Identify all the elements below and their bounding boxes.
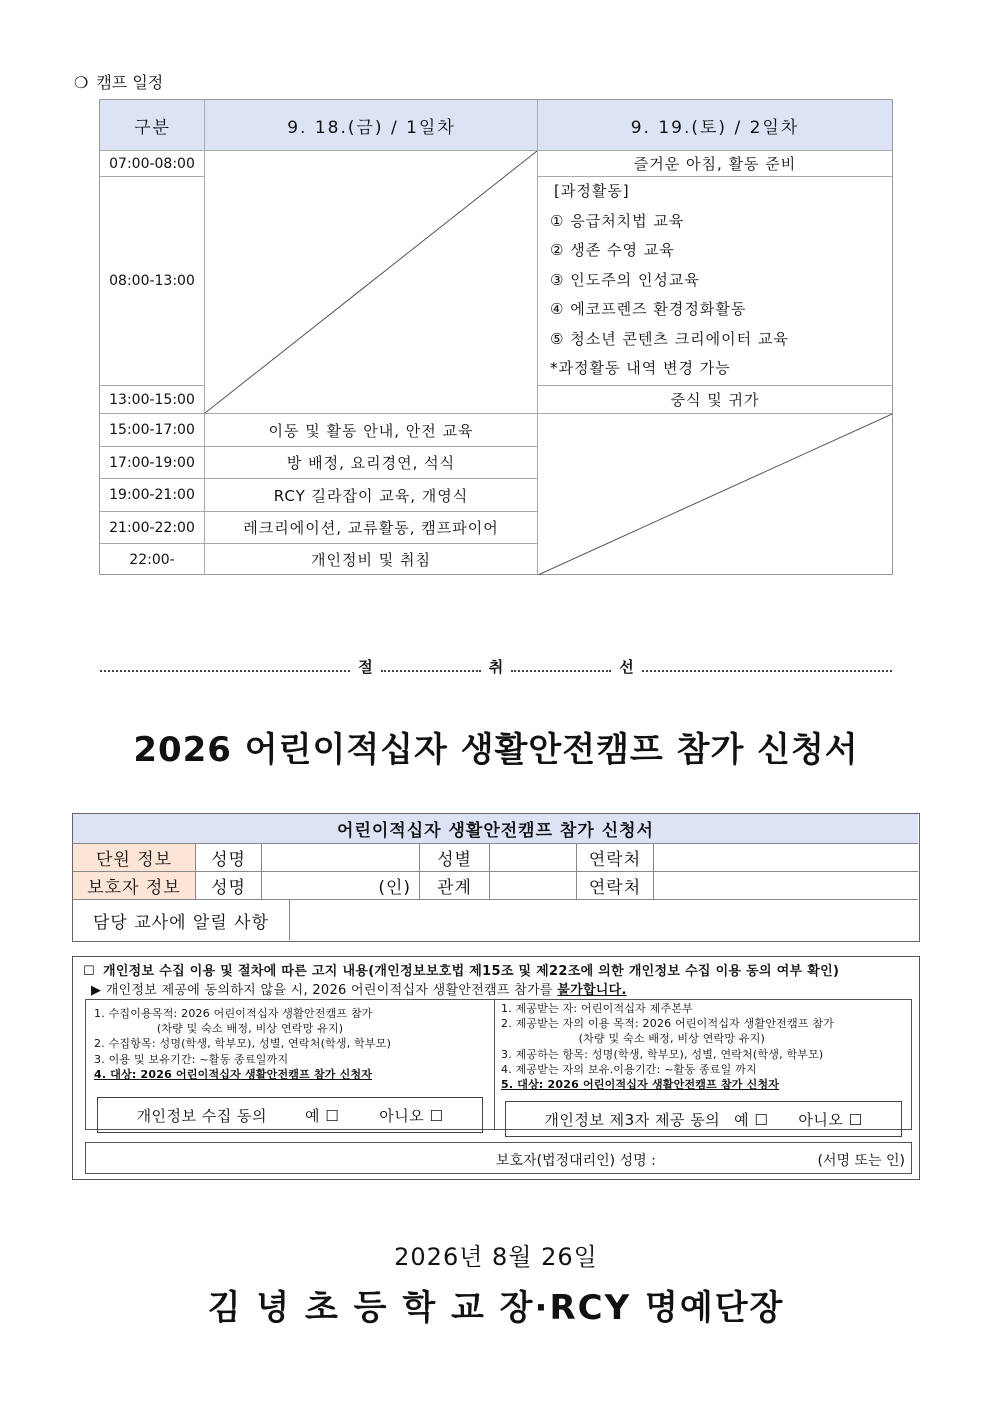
activity-item: ③ 인도주의 인성교육 <box>550 270 700 289</box>
schedule-heading <box>74 70 163 93</box>
third-party-no-checkbox[interactable]: 아니오 ☐ <box>798 1110 863 1129</box>
header-category: 구분 <box>100 100 205 150</box>
collect-item: 4. 대상: 2026 어린이적십자 생활안전캠프 참가 신청자 <box>94 1067 373 1081</box>
activity-item: ① 응급처치법 교육 <box>550 211 685 230</box>
activity-item: ⑤ 청소년 콘텐츠 크리에이터 교육 <box>550 329 789 348</box>
third-party-consent-box <box>505 1101 902 1137</box>
guardian-contact-field[interactable] <box>654 872 918 899</box>
collect-yes-checkbox[interactable]: 예 ☐ <box>305 1106 340 1125</box>
third-party-item: 2. 제공받는 자의 이용 목적: 2026 어린이적십자 생활안전캠프 참가 <box>501 1017 834 1031</box>
member-name-label: 성명 <box>211 850 246 870</box>
signature-hint: (서명 또는 인) <box>817 1153 905 1169</box>
privacy-warning-text: ▶ 개인정보 제공에 동의하지 않을 시, 2026 어린이적십자 생활안전캠프 참가를 <box>91 983 558 998</box>
collect-consent-box <box>97 1097 483 1133</box>
time-0800: 08:00-13:00 <box>109 273 195 289</box>
privacy-notice-box <box>72 956 920 1180</box>
guardian-relation-field[interactable] <box>490 872 576 899</box>
guardian-signature-label: 보호자(법정대리인) 성명 : <box>496 1153 656 1169</box>
circle-bullet-icon: ❍ <box>74 73 89 92</box>
time-0700: 07:00-08:00 <box>109 155 195 172</box>
third-party-yes-checkbox[interactable]: 예 ☐ <box>734 1110 769 1129</box>
third-party-details <box>501 1001 834 1092</box>
third-party-item: 5. 대상: 2026 어린이적십자 생활안전캠프 참가 신청자 <box>501 1078 780 1092</box>
day1-activity: 방 배정, 요리경연, 석식 <box>286 454 456 472</box>
cutline-word: 선 <box>619 658 634 676</box>
day1-activity: RCY 길라잡이 교육, 개영식 <box>273 486 469 505</box>
cutline-word: 취 <box>488 658 504 676</box>
day1-activity: 이동 및 활동 안내, 안전 교육 <box>268 421 474 440</box>
collect-item: 2. 수집항목: 성명(학생, 학부모), 성별, 연락처(학생, 학부모) <box>94 1037 392 1051</box>
member-info-label: 단원 정보 <box>73 844 195 871</box>
guardian-contact-label: 연락처 <box>588 878 642 898</box>
member-contact-field[interactable] <box>654 844 918 871</box>
member-gender-label: 성별 <box>437 850 472 870</box>
collect-consent-label: 개인정보 수집 동의 <box>136 1106 268 1125</box>
day1-activity: 레크리에이션, 교류활동, 캠프파이어 <box>243 519 499 537</box>
day1-activity: 개인정비 및 취침 <box>311 551 431 569</box>
schedule-table <box>99 99 893 575</box>
issue-date: 2026년 8월 26일 <box>394 1243 598 1271</box>
application-table-title: 어린이적십자 생활안전캠프 참가 신청서 <box>73 814 918 843</box>
time-1900: 19:00-21:00 <box>109 487 195 503</box>
member-gender-field[interactable] <box>490 844 576 871</box>
schedule-heading-label: 캠프 일정 <box>96 73 164 92</box>
activity-item: *과정활동 내역 변경 가능 <box>550 359 731 377</box>
checkbox-icon[interactable]: ☐ <box>83 964 95 979</box>
activity-item: [과정활동] <box>554 182 630 200</box>
privacy-notice-text: 개인정보 수집 이용 및 절차에 따른 고지 내용(개인정보보호법 제15조 및 제22조에 의한 개인정보 수집 이용 동의 여부 확인) <box>102 964 840 979</box>
privacy-warning-bold: 불가합니다. <box>557 983 627 998</box>
privacy-warning <box>91 979 627 998</box>
collect-details <box>94 1006 391 1082</box>
time-2200: 22:00- <box>129 551 175 568</box>
member-name-field[interactable] <box>262 844 419 871</box>
collect-item: (차량 및 숙소 배정, 비상 연락망 유지) <box>94 1022 344 1036</box>
guardian-signature-row <box>85 1142 912 1174</box>
privacy-detail-box <box>85 999 912 1130</box>
third-party-consent-label: 개인정보 제3자 제공 동의 <box>544 1110 721 1129</box>
collect-no-checkbox[interactable]: 아니오 ☐ <box>379 1106 444 1125</box>
day2-lunch: 중식 및 귀가 <box>670 391 760 409</box>
cutline-word: 절 <box>358 658 373 676</box>
guardian-info-label: 보호자 정보 <box>73 872 195 899</box>
activity-item: ④ 에코프렌즈 환경정화활동 <box>550 300 747 318</box>
collect-item: 1. 수집이용목적: 2026 어린이적십자 생활안전캠프 참가 <box>94 1007 373 1020</box>
third-party-item: 3. 제공하는 항목: 성명(학생, 학부모), 성별, 연락처(학생, 학부모) <box>501 1047 824 1061</box>
application-table <box>72 813 920 942</box>
cut-line <box>96 656 896 677</box>
collect-item: 3. 이용 및 보유기간: ~활동 종료일까지 <box>94 1052 289 1066</box>
third-party-item: 1. 제공받는 자: 어린이적십자 제주본부 <box>501 1002 693 1015</box>
seal-mark: (인) <box>378 878 411 898</box>
time-1500: 15:00-17:00 <box>109 422 195 438</box>
header-day1: 9. 18.(금) / 1일차 <box>205 100 538 150</box>
guardian-name-field[interactable] <box>262 872 419 899</box>
time-1700: 17:00-19:00 <box>109 454 195 471</box>
day2-morning: 즐거운 아침, 활동 준비 <box>633 155 797 173</box>
time-1300: 13:00-15:00 <box>109 391 195 408</box>
activity-item: ② 생존 수영 교육 <box>550 241 675 259</box>
time-2100: 21:00-22:00 <box>109 519 195 536</box>
page-title: 2026 어린이적십자 생활안전캠프 참가 신청서 <box>133 730 859 770</box>
day2-activity-list <box>538 177 789 384</box>
guardian-name-label: 성명 <box>211 878 246 898</box>
third-party-item: 4. 제공받는 자의 보유.이용기간: ~활동 종료일 까지 <box>501 1062 757 1076</box>
teacher-note-label: 담당 교사에 알릴 사항 <box>92 912 269 933</box>
privacy-notice-line <box>83 960 839 979</box>
teacher-note-field[interactable] <box>290 900 918 940</box>
third-party-item: (차량 및 숙소 배정, 비상 연락망 유지) <box>501 1032 766 1046</box>
member-contact-label: 연락처 <box>588 850 642 870</box>
guardian-relation-label: 관계 <box>437 878 472 898</box>
header-day2: 9. 19.(토) / 2일차 <box>538 100 892 150</box>
signer-title: 김 녕 초 등 학 교 장·RCY 명예단장 <box>207 1288 785 1328</box>
